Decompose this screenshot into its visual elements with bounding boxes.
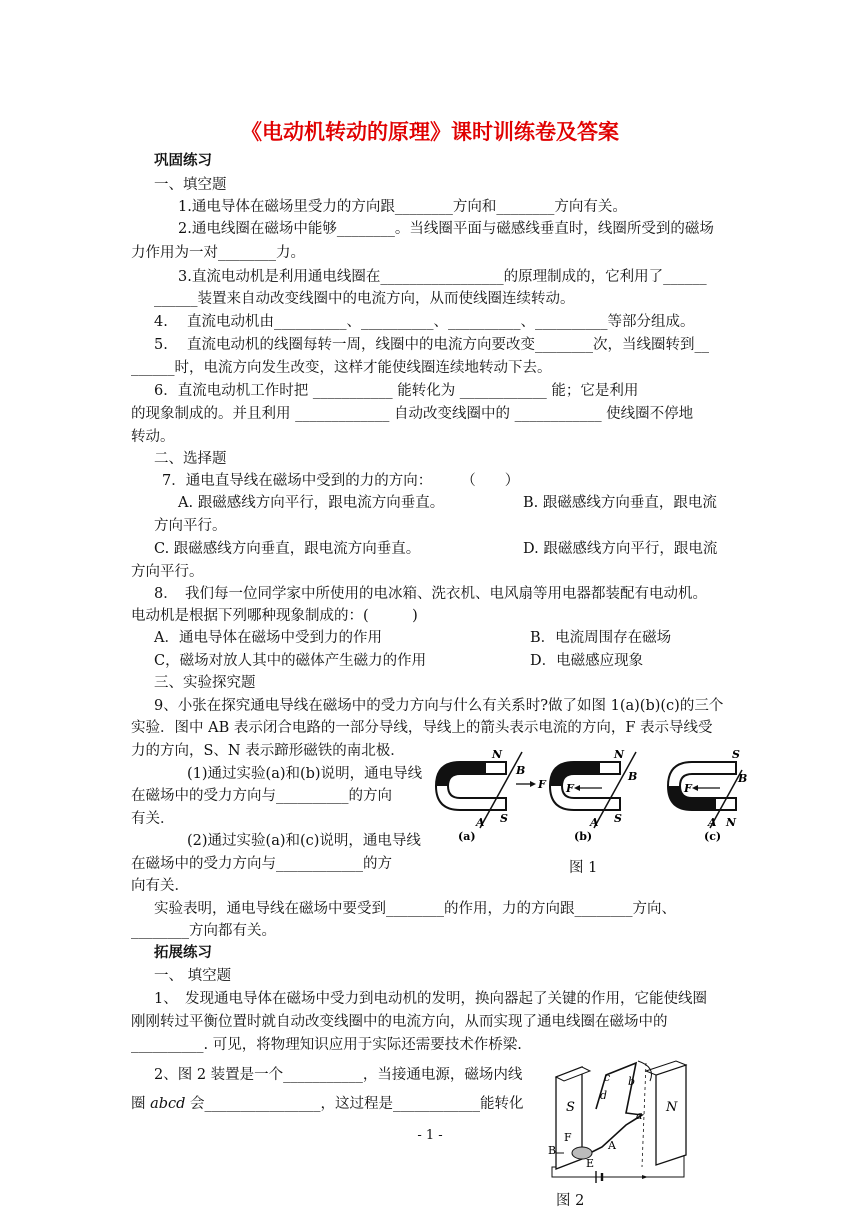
q7-option-c: C. 跟磁感线方向垂直，跟电流方向垂直。 xyxy=(154,541,421,557)
fig2-N: N xyxy=(666,1100,678,1115)
q9-line3: 力的方向，S、N 表示蹄形磁铁的南北极． xyxy=(131,743,405,759)
fig1-b-N: N xyxy=(614,748,625,761)
fig1-a-A: A xyxy=(476,816,485,829)
figure-2-caption: 图 2 xyxy=(556,1193,585,1209)
section-extension: 拓展练习 xyxy=(154,944,212,961)
q1: 1.通电导体在磁场里受力的方向跟________方向和________方向有关。 xyxy=(178,199,627,215)
fig2-b: b xyxy=(628,1075,636,1088)
q5-line1: 5. 直流电动机的线圈每转一周，线圈中的电流方向要改变________次，当线圈转到__ xyxy=(154,337,709,353)
q7: 7．通电直导线在磁场中受到的力的方向： （ ） xyxy=(162,473,520,489)
fig1-a-label: (a) xyxy=(458,830,476,843)
q6-line3: 转动。 xyxy=(131,429,175,445)
subsection-choice: 二、选择题 xyxy=(154,451,227,467)
q8-option-a: A．通电导体在磁场中受到力的作用 xyxy=(154,630,382,646)
fig1-b-F: F xyxy=(566,782,574,795)
fig2-B: B xyxy=(548,1144,557,1157)
fig2-E: E xyxy=(586,1157,595,1170)
fig1-a-N: N xyxy=(492,748,503,761)
q6-line1: 6．直流电动机工作时把 ___________ 能转化为 ____________ 能；它是利用 xyxy=(154,383,639,399)
fig2-d: d xyxy=(600,1089,608,1102)
section-consolidation: 巩固练习 xyxy=(154,152,212,169)
q2-line2: 力作用为一对________力。 xyxy=(131,245,305,261)
page-number: - 1 - xyxy=(417,1128,443,1143)
q7-option-d-line1: D. 跟磁感线方向平行，跟电流 xyxy=(523,541,718,557)
fig2-A: A xyxy=(608,1139,616,1152)
fig1-a-B: B xyxy=(516,764,526,777)
figure-2 xyxy=(542,1055,694,1183)
q9-line1: 9、小张在探究通电导线在磁场中的受力方向与什么有关系时?做了如图 1(a)(b)(c)的三个 xyxy=(154,698,724,714)
fig1-b-A: A xyxy=(590,816,599,829)
q9-part1-line2: 在磁场中的受力方向与__________的方向 xyxy=(131,788,392,804)
fig1-a-S: S xyxy=(500,812,508,825)
q7-option-b-line1: B. 跟磁感线方向垂直，跟电流 xyxy=(523,495,717,511)
q9-conclusion-line1: 实验表明，通电导线在磁场中要受到________的作用，力的方向跟________方向、 xyxy=(154,901,676,917)
q7-option-a: A. 跟磁感线方向平行，跟电流方向垂直。 xyxy=(178,495,445,511)
fig1-c-A: A xyxy=(708,816,717,829)
fig1-c-label: (c) xyxy=(704,830,722,843)
subsection-experiment: 三、实验探究题 xyxy=(154,675,256,691)
fig2-S: S xyxy=(566,1100,575,1115)
fig1-c-S: S xyxy=(732,748,740,761)
q2-line1: 2.通电线圈在磁场中能够________。当线圈平面与磁感线垂直时，线圈所受到的磁场 xyxy=(178,221,714,237)
fig1-b-S: S xyxy=(614,812,622,825)
q9-part2-line1: (2)通过实验(a)和(c)说明，通电导线 xyxy=(187,833,421,849)
q9-conclusion-line2: ________方向都有关。 xyxy=(131,923,276,939)
q6-line2: 的现象制成的。并且利用 _____________ 自动改变线圈中的 ____________ 使线圈不停地 xyxy=(131,406,694,422)
q9-line2: 实验．图中 AB 表示闭合电路的一部分导线，导线上的箭头表示电流的方向，F 表示导线受 xyxy=(131,720,713,736)
q9-part1-line3: 有关． xyxy=(131,811,175,827)
q8-line2: 电动机是根据下列哪种现象制成的：( ) xyxy=(131,608,418,624)
fig1-b-B: B xyxy=(628,770,638,783)
fig1-b-label: (b) xyxy=(574,830,593,843)
coil-label: abcd xyxy=(150,1096,186,1112)
subsection-fill-2: 一、 填空题 xyxy=(154,968,232,984)
q7-option-d-line2: 方向平行。 xyxy=(131,564,204,580)
q9-part2-line3: 向有关． xyxy=(131,878,189,894)
fig2-F: F xyxy=(564,1131,572,1144)
page-title: 《电动机转动的原理》课时训练卷及答案 xyxy=(241,119,619,144)
fig1-c-N: N xyxy=(726,816,737,829)
figure-1 xyxy=(430,748,746,844)
e1-line1: 1、 发现通电导体在磁场中受力到电动机的发明，换向器起了关键的作用，它能使线圈 xyxy=(154,991,707,1007)
e1-line3: __________. 可见，将物理知识应用于实际还需要技术作桥梁. xyxy=(131,1037,522,1053)
q8-option-b: B．电流周围存在磁场 xyxy=(530,630,672,646)
q5-line2: ______时，电流方向发生改变，这样才能使线圈连续地转动下去。 xyxy=(131,360,552,376)
fig1-c-B: B xyxy=(738,772,748,785)
q9-part2-line2: 在磁场中的受力方向与____________的方 xyxy=(131,856,392,872)
q4: 4. 直流电动机由__________、__________、__________、__________等部分组成。 xyxy=(154,314,695,330)
subsection-fill: 一、填空题 xyxy=(154,177,227,193)
e1-line2: 刚刚转过平衡位置时就自动改变线圈中的电流方向，从而实现了通电线圈在磁场中的 xyxy=(131,1014,668,1030)
q3-line2: ______装置来自动改变线圈中的电流方向，从而使线圈连续转动。 xyxy=(154,291,575,307)
q8-option-d: D．电磁感应现象 xyxy=(530,653,644,669)
q3-line1: 3.直流电动机是利用通电线圈在_________________的原理制成的，它利用了______ xyxy=(178,269,707,285)
fig2-a: a xyxy=(636,1109,643,1122)
e2-line2: 圈 abcd 会________________，这过程是____________能转化 xyxy=(131,1096,524,1112)
fig2-c: c xyxy=(604,1071,611,1084)
q9-part1-line1: (1)通过实验(a)和(b)说明，通电导线 xyxy=(187,766,423,782)
q8-option-c: C，磁场对放人其中的磁体产生磁力的作用 xyxy=(154,653,427,669)
e2-line1: 2、图 2 装置是一个___________，当接通电源，磁场内线 xyxy=(154,1067,523,1083)
q7-option-b-line2: 方向平行。 xyxy=(154,518,227,534)
fig1-a-F: F xyxy=(538,778,546,791)
fig1-c-F: F xyxy=(684,782,692,795)
figure-1-caption: 图 1 xyxy=(569,860,598,876)
q8-line1: 8． 我们每一位同学家中所使用的电冰箱、洗衣机、电风扇等用电器都装配有电动机。 xyxy=(154,586,707,602)
